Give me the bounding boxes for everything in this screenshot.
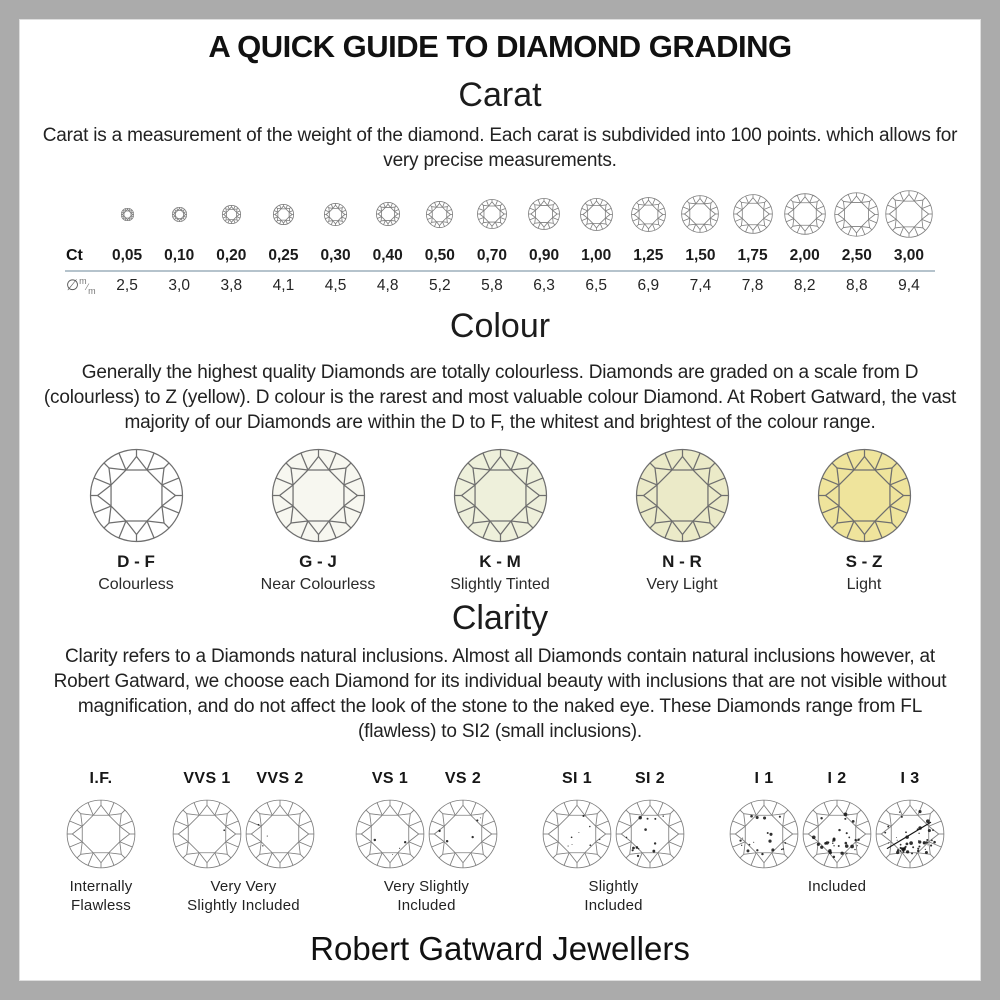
carat-gem-cell xyxy=(622,184,674,244)
diamond-icon xyxy=(245,799,315,869)
carat-value: 0,05 xyxy=(111,247,143,264)
carat-gem-cell xyxy=(518,184,570,244)
carat-gem-cell xyxy=(414,184,466,244)
colour-grade-range: D - F xyxy=(117,552,155,571)
carat-gem-cell xyxy=(310,184,362,244)
diameter-unit-bottom: m xyxy=(88,286,96,296)
carat-value: 0,10 xyxy=(164,247,195,264)
diamond-icon xyxy=(273,204,294,225)
clarity-grade-row xyxy=(20,770,980,916)
diameter-value: 5,8 xyxy=(481,277,503,294)
diamond-icon xyxy=(121,208,134,221)
clarity-item xyxy=(615,770,685,869)
clarity-grade-label: VVS 1 xyxy=(183,770,231,787)
diamond-icon xyxy=(615,799,685,869)
diamond-icon xyxy=(631,197,666,232)
carat-gem-cell xyxy=(831,184,883,244)
carat-value: 0,90 xyxy=(528,247,560,264)
diamond-icon xyxy=(453,448,548,543)
clarity-item xyxy=(172,770,242,869)
clarity-caption-line: Slightly Included xyxy=(187,896,300,914)
diameter-value: 5,2 xyxy=(429,277,451,294)
carat-gem-cell xyxy=(570,184,622,244)
carat-value: 0,50 xyxy=(424,247,455,264)
carat-mm-row xyxy=(65,276,935,296)
diamond-icon xyxy=(66,799,136,869)
clarity-item xyxy=(245,770,315,869)
carat-gem-cell xyxy=(727,184,779,244)
clarity-caption-line: Internally xyxy=(69,878,133,895)
carat-value: 1,50 xyxy=(685,247,716,264)
diameter-value: 6,9 xyxy=(637,277,660,294)
carat-heading: Carat xyxy=(458,76,542,114)
clarity-group-items xyxy=(542,770,685,869)
colour-grade xyxy=(49,448,223,594)
clarity-item xyxy=(875,770,945,869)
carat-divider xyxy=(65,270,935,272)
colour-grade xyxy=(777,448,951,594)
clarity-group xyxy=(66,770,136,916)
carat-value: 2,00 xyxy=(789,247,820,264)
clarity-group-caption xyxy=(584,878,642,916)
carat-gem-cell xyxy=(674,184,726,244)
clarity-grade-label: VS 1 xyxy=(371,770,409,787)
colour-grade-name: Slightly Tinted xyxy=(450,576,550,593)
clarity-group-items xyxy=(66,770,136,869)
clarity-item xyxy=(729,770,799,869)
diameter-value: 8,8 xyxy=(846,277,868,294)
diamond-icon xyxy=(428,799,498,869)
clarity-item xyxy=(802,770,872,869)
diameter-value: 4,1 xyxy=(272,277,295,294)
carat-value: 0,25 xyxy=(268,247,299,264)
clarity-grade-label: I 1 xyxy=(754,770,774,787)
diamond-icon xyxy=(89,448,184,543)
diameter-value: 4,8 xyxy=(376,277,399,294)
diamond-icon xyxy=(580,198,613,231)
clarity-caption-line: Flawless xyxy=(71,896,131,914)
carat-gem-cell xyxy=(779,184,831,244)
colour-grade-row xyxy=(49,448,951,594)
diameter-symbol: ∅ xyxy=(66,277,80,294)
diameter-value: 4,5 xyxy=(324,277,347,294)
diamond-icon xyxy=(172,207,187,222)
clarity-item xyxy=(542,770,612,869)
colour-grade-name: Colourless xyxy=(98,576,174,593)
clarity-group xyxy=(355,770,498,916)
clarity-grade-label: SI 2 xyxy=(634,770,666,787)
diameter-value: 7,8 xyxy=(741,277,764,294)
ct-row-label: Ct xyxy=(66,247,83,264)
clarity-group-caption xyxy=(808,878,866,897)
diamond-icon xyxy=(885,190,933,238)
colour-description: Generally the highest quality Diamonds are totally colourless. Diamonds are graded on a scale from D (colourless) to Z (yellow). D colour is the rarest and most valuable colour Diamond. At Robert Gatward, the vast majority of our Diamonds are within the D to F, the whitest and brightest of the colour range. xyxy=(43,362,957,434)
clarity-caption-line: Slightly xyxy=(588,878,639,895)
carat-description: Carat is a measurement of the weight of the diamond. Each carat is subdivided into 100 points. which allows for very precise measurements. xyxy=(42,125,958,172)
carat-gem-cell xyxy=(205,184,257,244)
diamond-icon xyxy=(271,448,366,543)
clarity-group-caption xyxy=(187,878,300,916)
diameter-value: 6,3 xyxy=(533,277,555,294)
carat-value: 3,00 xyxy=(893,247,925,264)
diamond-icon xyxy=(802,799,872,869)
diamond-icon xyxy=(528,198,560,230)
clarity-grade-label: SI 1 xyxy=(561,770,593,787)
clarity-item xyxy=(355,770,425,869)
clarity-grade-label: I 2 xyxy=(827,770,847,787)
diameter-value: 3,0 xyxy=(168,277,190,294)
diameter-value: 2,5 xyxy=(116,277,138,294)
colour-grade-name: Near Colourless xyxy=(260,576,376,593)
diamond-icon xyxy=(729,799,799,869)
carat-gem-cell xyxy=(257,184,309,244)
clarity-caption-line: Included xyxy=(584,896,643,914)
carat-value: 1,75 xyxy=(737,247,768,264)
diamond-icon xyxy=(733,194,773,234)
clarity-group-caption xyxy=(70,878,133,916)
diamond-icon xyxy=(324,203,347,226)
diamond-icon xyxy=(426,201,453,228)
colour-grade-range: K - M xyxy=(479,552,521,571)
clarity-grade-label: VVS 2 xyxy=(256,770,304,787)
colour-grade-name: Very Light xyxy=(646,576,718,593)
colour-grade-range: N - R xyxy=(662,552,702,571)
colour-grade xyxy=(231,448,405,594)
diamond-icon xyxy=(834,192,879,237)
carat-gem-cell xyxy=(153,184,205,244)
carat-size-chart xyxy=(65,184,935,296)
diameter-unit-top: m xyxy=(79,276,87,286)
colour-grade xyxy=(413,448,587,594)
diameter-value: 7,4 xyxy=(689,277,712,294)
diamond-icon xyxy=(222,205,241,224)
carat-value: 2,50 xyxy=(841,247,872,264)
diameter-value: 3,8 xyxy=(220,277,243,294)
colour-grade-range: G - J xyxy=(299,552,337,571)
carat-gem-cell xyxy=(883,184,935,244)
clarity-group-items xyxy=(355,770,498,869)
colour-heading: Colour xyxy=(449,307,551,345)
carat-value: 0,20 xyxy=(216,247,247,264)
colour-grade-name: Light xyxy=(846,576,882,593)
clarity-group-items xyxy=(172,770,315,869)
diamond-icon xyxy=(635,448,730,543)
diamond-icon xyxy=(784,193,826,235)
carat-value: 1,25 xyxy=(633,247,664,264)
diamond-icon xyxy=(875,799,945,869)
diameter-value: 8,2 xyxy=(793,277,816,294)
clarity-caption-line: Included xyxy=(807,878,867,895)
clarity-item xyxy=(428,770,498,869)
page xyxy=(20,20,980,980)
diamond-icon xyxy=(542,799,612,869)
brand-name: Robert Gatward Jewellers xyxy=(310,930,690,967)
clarity-group xyxy=(729,770,945,916)
clarity-heading: Clarity xyxy=(451,599,549,637)
clarity-caption-line: Very Slightly xyxy=(383,878,470,895)
diameter-row-label xyxy=(65,276,101,296)
carat-value: 0,40 xyxy=(372,247,403,264)
carat-gem-cell xyxy=(466,184,518,244)
carat-value: 1,00 xyxy=(581,247,612,264)
carat-ct-row xyxy=(65,247,935,265)
colour-grade-range: S - Z xyxy=(845,552,883,571)
clarity-item xyxy=(66,770,136,869)
carat-gem-cell xyxy=(362,184,414,244)
diameter-value: 9,4 xyxy=(898,277,920,294)
carat-value: 0,30 xyxy=(320,247,351,264)
clarity-group-items xyxy=(729,770,945,869)
clarity-caption-line: Included xyxy=(397,896,456,914)
clarity-caption-line: Very Very xyxy=(210,878,277,895)
diamond-icon xyxy=(172,799,242,869)
diamond-icon xyxy=(355,799,425,869)
clarity-grade-label: I.F. xyxy=(89,770,113,787)
diamond-icon xyxy=(477,199,507,229)
clarity-group xyxy=(172,770,315,916)
clarity-group-caption xyxy=(384,878,469,916)
page-title: A QUICK GUIDE TO DIAMOND GRADING xyxy=(208,29,792,64)
diameter-unit-slash: ⁄ xyxy=(86,282,89,292)
clarity-group xyxy=(542,770,685,916)
diamond-icon xyxy=(681,195,719,233)
diamond-icon xyxy=(376,202,400,226)
diamond-icon xyxy=(817,448,912,543)
clarity-grade-label: I 3 xyxy=(900,770,920,787)
colour-grade xyxy=(595,448,769,594)
clarity-grade-label: VS 2 xyxy=(444,770,482,787)
carat-gem-cell xyxy=(101,184,153,244)
clarity-description: Clarity refers to a Diamonds natural inclusions. Almost all Diamonds contain natural inclusions however, at Robert Gatward, we choose each Diamond for its individual beauty with inclusions that are not visible without magnification, and do not affect the look of the stone to the naked eye. These Diamonds range from FL (flawless) to SI2 (small inclusions). xyxy=(53,646,947,743)
diameter-value: 6,5 xyxy=(585,277,607,294)
carat-value: 0,70 xyxy=(476,247,508,264)
carat-gem-row xyxy=(65,184,935,244)
